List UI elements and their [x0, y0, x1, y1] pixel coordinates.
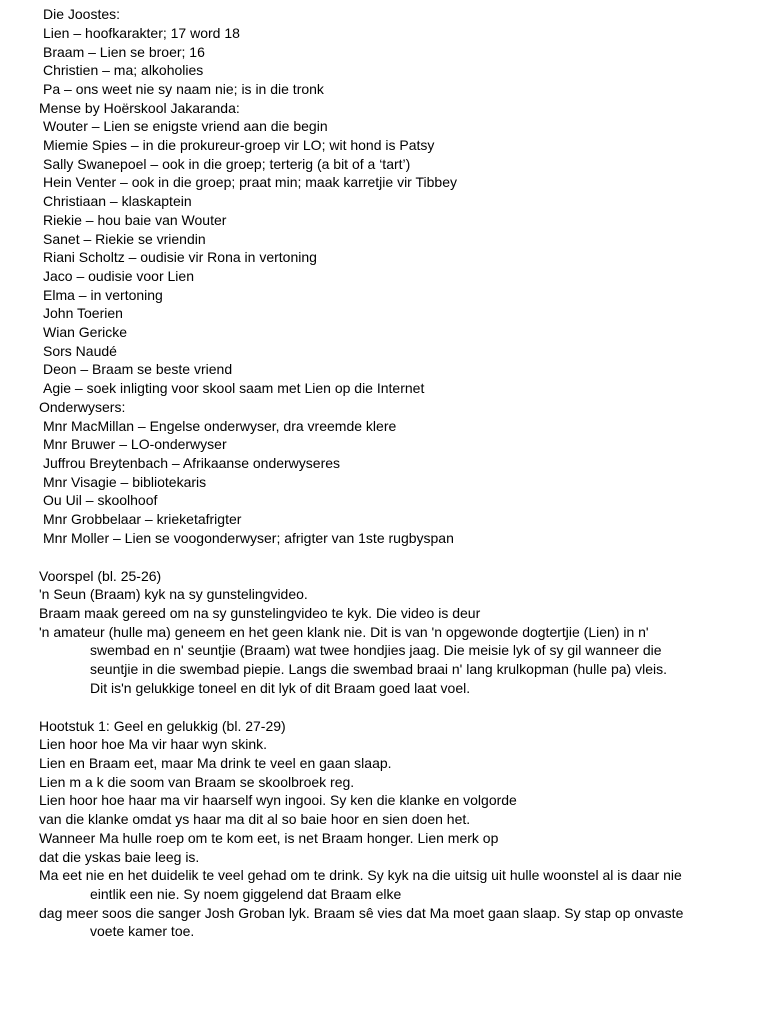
paragraph-line: Lien m a k die soom van Braam se skoolbroek reg.: [39, 774, 355, 790]
list-item: Christiaan – klaskaptein: [43, 193, 192, 209]
paragraph-line: van die klanke omdat ys haar ma dit al so baie hoor en sien doen het.: [39, 811, 471, 827]
list-item: Agie – soek inligting voor skool saam met Lien op die Internet: [43, 380, 425, 396]
paragraph-line: Wanneer Ma hulle roep om te kom eet, is net Braam honger. Lien merk op: [39, 830, 499, 846]
list-item: Sally Swanepoel – ook in die groep; terterig (a bit of a ‘tart’): [43, 156, 411, 172]
list-item: Riekie – hou baie van Wouter: [43, 212, 227, 228]
list-item: Christien – ma; alkoholies: [43, 62, 204, 78]
paragraph-line: swembad en n' seuntjie (Braam) wat twee hondjies jaag. Die meisie lyk of sy gil wanneer die: [90, 642, 662, 658]
paragraph-line: dat die yskas baie leeg is.: [39, 849, 200, 865]
list-item: Mnr Moller – Lien se voogonderwyser; afrigter van 1ste rugbyspan: [43, 530, 454, 546]
list-item: Wian Gericke: [43, 324, 128, 340]
paragraph-line: eintlik een nie. Sy noem giggelend dat Braam elke: [90, 886, 402, 902]
list-item: Braam – Lien se broer; 16: [43, 44, 205, 60]
section-heading-hoofstuk1: Hootstuk 1: Geel en gelukkig (bl. 27-29): [39, 718, 286, 734]
list-item: Sors Naudé: [43, 343, 117, 359]
paragraph-line: Ma eet nie en het duidelik te veel gehad om te drink. Sy kyk na die uitsig uit hulle woonstel al is daar nie: [39, 867, 682, 883]
section-heading-voorspel: Voorspel (bl. 25-26): [39, 568, 162, 584]
list-item: Mnr Visagie – bibliotekaris: [43, 474, 207, 490]
list-item: Juffrou Breytenbach – Afrikaanse onderwyseres: [43, 455, 341, 471]
list-item: Pa – ons weet nie sy naam nie; is in die tronk: [43, 81, 324, 97]
paragraph-line: Lien hoor hoe Ma vir haar wyn skink.: [39, 736, 267, 752]
paragraph-line: Lien en Braam eet, maar Ma drink te veel en gaan slaap.: [39, 755, 392, 771]
paragraph-line: Lien hoor hoe haar ma vir haarself wyn ingooi. Sy ken die klanke en volgorde: [39, 792, 517, 808]
section-heading-school: Mense by Hoërskool Jakaranda:: [39, 100, 240, 116]
section-heading-teachers: Onderwysers:: [39, 399, 126, 415]
section-heading-joostes: Die Joostes:: [43, 6, 121, 22]
paragraph-line: 'n amateur (hulle ma) geneem en het geen klank nie. Dit is van 'n opgewonde dogtertjie (Lien) in n': [39, 624, 649, 640]
paragraph-line: dag meer soos die sanger Josh Groban lyk. Braam sê vies dat Ma moet gaan slaap. Sy stap op onvaste: [39, 905, 684, 921]
paragraph-line: seuntjie in die swembad piepie. Langs die swembad braai n' lang krulkopman (hulle pa) vleis.: [90, 661, 668, 677]
paragraph-line: Braam maak gereed om na sy gunstelingvideo te kyk. Die video is deur: [39, 605, 481, 621]
list-item: Mnr Bruwer – LO-onderwyser: [43, 436, 227, 452]
list-item: Mnr MacMillan – Engelse onderwyser, dra vreemde klere: [43, 418, 397, 434]
list-item: Miemie Spies – in die prokureur-groep vir LO; wit hond is Patsy: [43, 137, 435, 153]
list-item: Deon – Braam se beste vriend: [43, 361, 233, 377]
list-item: Wouter – Lien se enigste vriend aan die begin: [43, 118, 328, 134]
list-item: Elma – in vertoning: [43, 287, 163, 303]
list-item: Ou Uil – skoolhoof: [43, 492, 158, 508]
paragraph-line: 'n Seun (Braam) kyk na sy gunstelingvideo.: [39, 586, 308, 602]
list-item: Sanet – Riekie se vriendin: [43, 231, 206, 247]
paragraph-line: Dit is'n gelukkige toneel en dit lyk of dit Braam goed laat voel.: [90, 680, 471, 696]
list-item: Riani Scholtz – oudisie vir Rona in vertoning: [43, 249, 317, 265]
list-item: John Toerien: [43, 305, 123, 321]
list-item: Jaco – oudisie voor Lien: [43, 268, 194, 284]
list-item: Hein Venter – ook in die groep; praat min; maak karretjie vir Tibbey: [43, 174, 457, 190]
list-item: Mnr Grobbelaar – krieketafrigter: [43, 511, 242, 527]
list-item: Lien – hoofkarakter; 17 word 18: [43, 25, 240, 41]
paragraph-line: voete kamer toe.: [90, 923, 195, 939]
